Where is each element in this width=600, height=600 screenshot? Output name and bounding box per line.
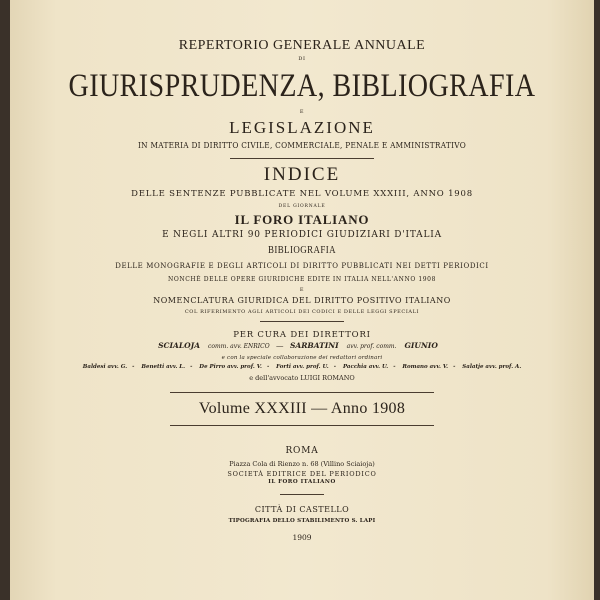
monografie-text: DELLE MONOGRAFIE E DEGLI ARTICOLI DI DIRITTO PUBBLICATI NEI DETTI PERIODICI — [115, 262, 489, 270]
citta-castello-text: CITTÀ DI CASTELLO — [254, 505, 350, 514]
tipografia-text: TIPOGRAFIA DELLO STABILIMENTO S. LAPI — [228, 518, 376, 524]
volume-label: Volume XXXIII — Anno 1908 — [198, 400, 406, 417]
collaboratore: Benetti avv. L. — [141, 364, 186, 370]
materia-text: IN MATERIA DI DIRITTO CIVILE, COMMERCIALE, PENALE E AMMINISTRATIVO — [137, 141, 467, 150]
main-title: GIURISPRUDENZA, BIBLIOGRAFIA — [68, 68, 536, 104]
collaboratore: Pacchia avv. U. — [342, 364, 389, 370]
title-page — [10, 0, 594, 600]
e-text-2: E — [299, 287, 305, 293]
address-text: Piazza Cola di Rienzo n. 68 (Villino Sciaioja) — [229, 460, 375, 468]
avvocato-text: e dell'avvocato LUIGI ROMANO — [249, 374, 355, 382]
direttore-name-3: GIUNIO — [404, 341, 438, 350]
e-text-1: E — [299, 109, 305, 115]
bibliografia-heading: BIBLIOGRAFIA — [267, 245, 337, 256]
divider-4 — [170, 425, 434, 426]
collaboratore: De Pirro avv. prof. V. — [199, 364, 262, 370]
del-giornale-text: DEL GIORNALE — [278, 204, 326, 209]
riferimento-text: COL RIFERIMENTO AGLI ARTICOLI DEI CODICI E DELLE LEGGI SPECIALI — [184, 309, 420, 315]
collaboratore: Romano avv. V. — [402, 364, 449, 370]
legislazione-heading: LEGISLAZIONE — [229, 118, 375, 137]
direttore-title-2: avv. prof. comm. — [346, 343, 397, 350]
per-cura-text: PER CURA DEI DIRETTORI — [233, 330, 371, 340]
nomenclatura-text: NOMENCLATURA GIURIDICA DEL DIRITTO POSITIVO ITALIANO — [153, 296, 451, 305]
sentenze-text: DELLE SENTENZE PUBBLICATE NEL VOLUME XXXIII, ANNO 1908 — [131, 189, 473, 199]
collaboratore: Baldesi avv. G. — [82, 364, 128, 370]
di-text: DI — [298, 56, 306, 62]
collaboratore: Salatje avv. prof. A. — [462, 364, 522, 370]
direttore-name-2: SARBATINI — [289, 341, 339, 350]
year-text: 1909 — [292, 533, 312, 542]
periodici-text: E NEGLI ALTRI 90 PERIODICI GIUDIZIARI D'ITALIA — [162, 230, 442, 240]
indice-heading: INDICE — [263, 164, 341, 185]
direttore-title-1: comm. avv. ENRICO — [208, 343, 270, 350]
collaborazione-text: e con la speciale collaborazione dei redattori ordinari — [221, 355, 383, 361]
divider-3 — [170, 392, 434, 393]
divider-2 — [260, 321, 344, 322]
divider-1 — [230, 158, 374, 159]
foro-italiano-heading: IL FORO ITALIANO — [234, 212, 370, 227]
opere-text: NONCHÈ DELLE OPERE GIURIDICHE EDITE IN ITALIA NELL'ANNO 1908 — [167, 276, 437, 283]
city-roma: ROMA — [285, 446, 319, 456]
direttore-name-1: SCIALOJA — [158, 341, 201, 350]
societa-text: SOCIETÀ EDITRICE DEL PERIODICO — [227, 470, 377, 478]
collaboratori-list: Baldesi avv. G. - Benetti avv. L. - De Pirro avv. prof. V. - Forti avv. prof. U. - Pacchia avv. U. - Romano avv. V. - Salatje avv. prof. A. — [82, 364, 522, 370]
direttori-names: SCIALOJA comm. avv. ENRICO — SARBATINI avv. prof. comm. GIUNIO — [158, 341, 438, 350]
collaboratore: Forti avv. prof. U. — [276, 364, 329, 370]
divider-5 — [280, 494, 324, 495]
repertorio-heading: REPERTORIO GENERALE ANNUALE — [178, 38, 426, 53]
publisher-foro-text: IL FORO ITALIANO — [268, 479, 336, 485]
